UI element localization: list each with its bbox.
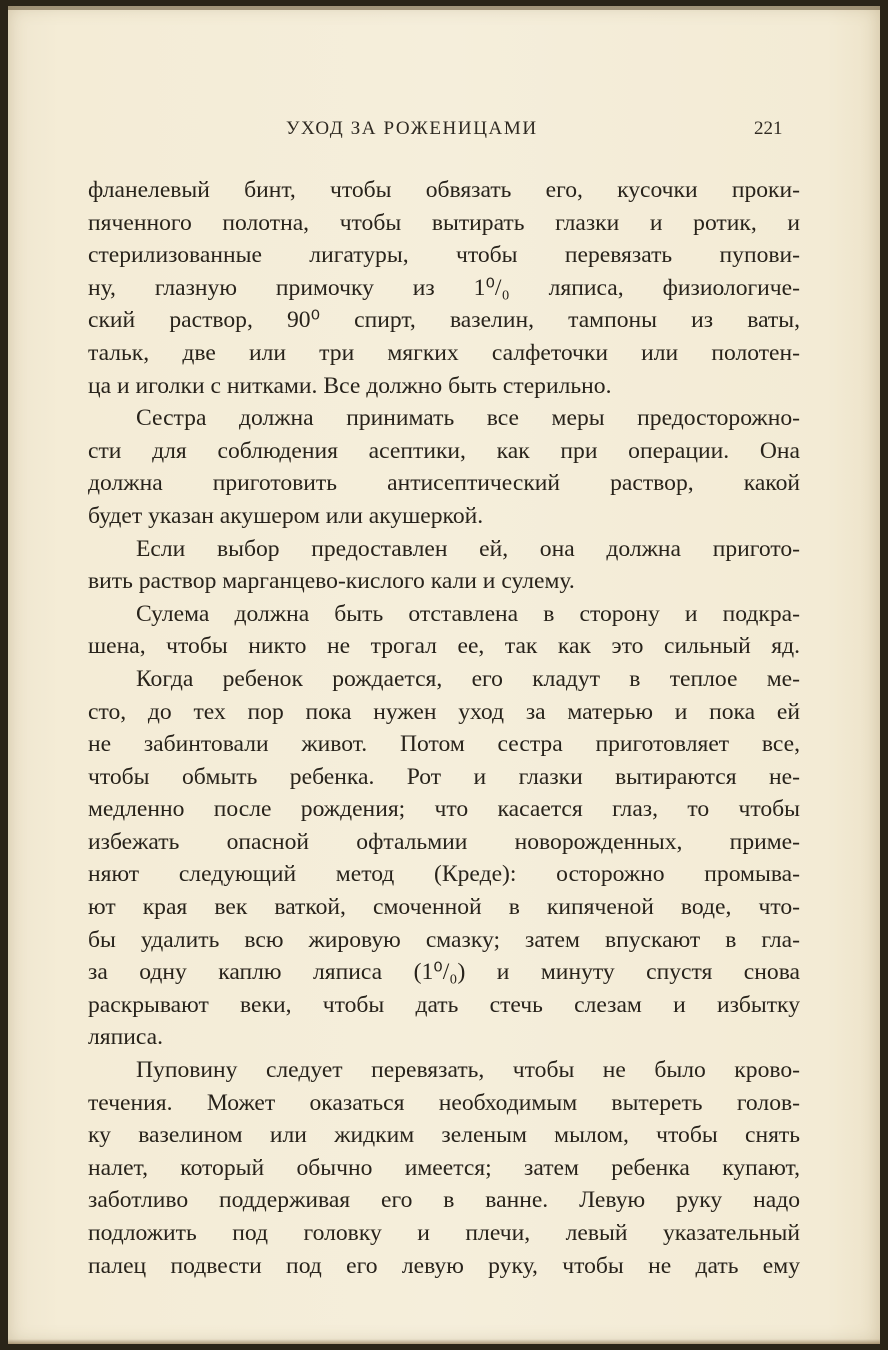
text-line: бы удалить всю жировую смазку; затем впускают в гла- <box>88 926 800 953</box>
text-line: сто, до тех пор пока нужен уход за матерью и пока ей <box>88 698 800 725</box>
text-line: палец подвести под его левую руку, чтобы не дать ему <box>88 1252 800 1279</box>
text-line: тальк, две или три мягких салфеточки или полотен- <box>88 339 800 366</box>
text-line: подложить под головку и плечи, левый указательный <box>88 1220 800 1246</box>
paragraph-first-line: Пуповину следует перевязать, чтобы не было крово- <box>136 1057 800 1084</box>
text-line: будет указан акушером или акушеркой. <box>88 502 484 529</box>
text-line: стерилизованные лигатуры, чтобы перевязать пупови- <box>88 242 800 269</box>
book-page <box>8 6 880 1344</box>
text-line: должна приготовить антисептический раствор, какой <box>88 470 800 497</box>
text-line: шена, чтобы никто не трогал ее, так как это сильный яд. <box>88 633 800 660</box>
text-line: ют края век ваткой, смоченной в кипяченой воде, что- <box>88 894 800 921</box>
body-text <box>88 174 800 1282</box>
text-line: раскрывают веки, чтобы дать стечь слезам и избытку <box>88 991 800 1018</box>
text-line: налет, который обычно имеется; затем ребенка купают, <box>88 1154 800 1181</box>
text-line: течения. Может оказаться необходимым вытереть голов- <box>88 1089 800 1116</box>
text-line: вить раствор марганцево-кислого кали и сулему. <box>88 568 575 595</box>
text-line: ляписа. <box>88 1024 164 1051</box>
text-line: сти для соблюдения асептики, как при операции. Она <box>88 437 800 464</box>
paragraph-first-line: Сулема должна быть отставлена в сторону и подкра- <box>136 600 800 627</box>
text-line: ский раствор, 90⁰ спирт, вазелин, тампоны из ваты, <box>88 307 800 334</box>
running-head <box>8 118 880 146</box>
page-number: 221 <box>754 118 783 139</box>
paragraph-first-line: Когда ребенок рождается, его кладут в теплое ме- <box>136 665 800 692</box>
text-line: ну, глазную примочку из 1⁰/₀ ляписа, физиологиче- <box>88 274 800 301</box>
paragraph-first-line: Сестра должна принимать все меры предосторожно- <box>136 405 800 432</box>
running-title: УХОД ЗА РОЖЕНИЦАМИ <box>286 118 538 139</box>
text-line: ца и иголки с нитками. Все должно быть стерильно. <box>88 372 612 399</box>
text-line: чтобы обмыть ребенка. Рот и глазки вытираются не- <box>88 763 800 790</box>
text-line: избежать опасной офтальмии новорожденных, приме- <box>88 828 800 855</box>
text-line: за одну каплю ляписа (1⁰/₀) и минуту спустя снова <box>88 959 800 986</box>
text-line: не забинтовали живот. Потом сестра приготовляет все, <box>88 731 800 758</box>
text-line: медленно после рождения; что касается глаз, то чтобы <box>88 796 800 823</box>
text-line: няют следующий метод (Креде): осторожно промыва- <box>88 861 800 888</box>
paragraph-first-line: Если выбор предоставлен ей, она должна пригото- <box>136 535 800 562</box>
text-line: пяченного полотна, чтобы вытирать глазки и ротик, и <box>88 209 800 236</box>
text-line: ку вазелином или жидким зеленым мылом, чтобы снять <box>88 1122 800 1149</box>
text-line: фланелевый бинт, чтобы обвязать его, кусочки проки- <box>88 177 800 203</box>
text-line: заботливо поддерживая его в ванне. Левую руку надо <box>88 1187 800 1214</box>
